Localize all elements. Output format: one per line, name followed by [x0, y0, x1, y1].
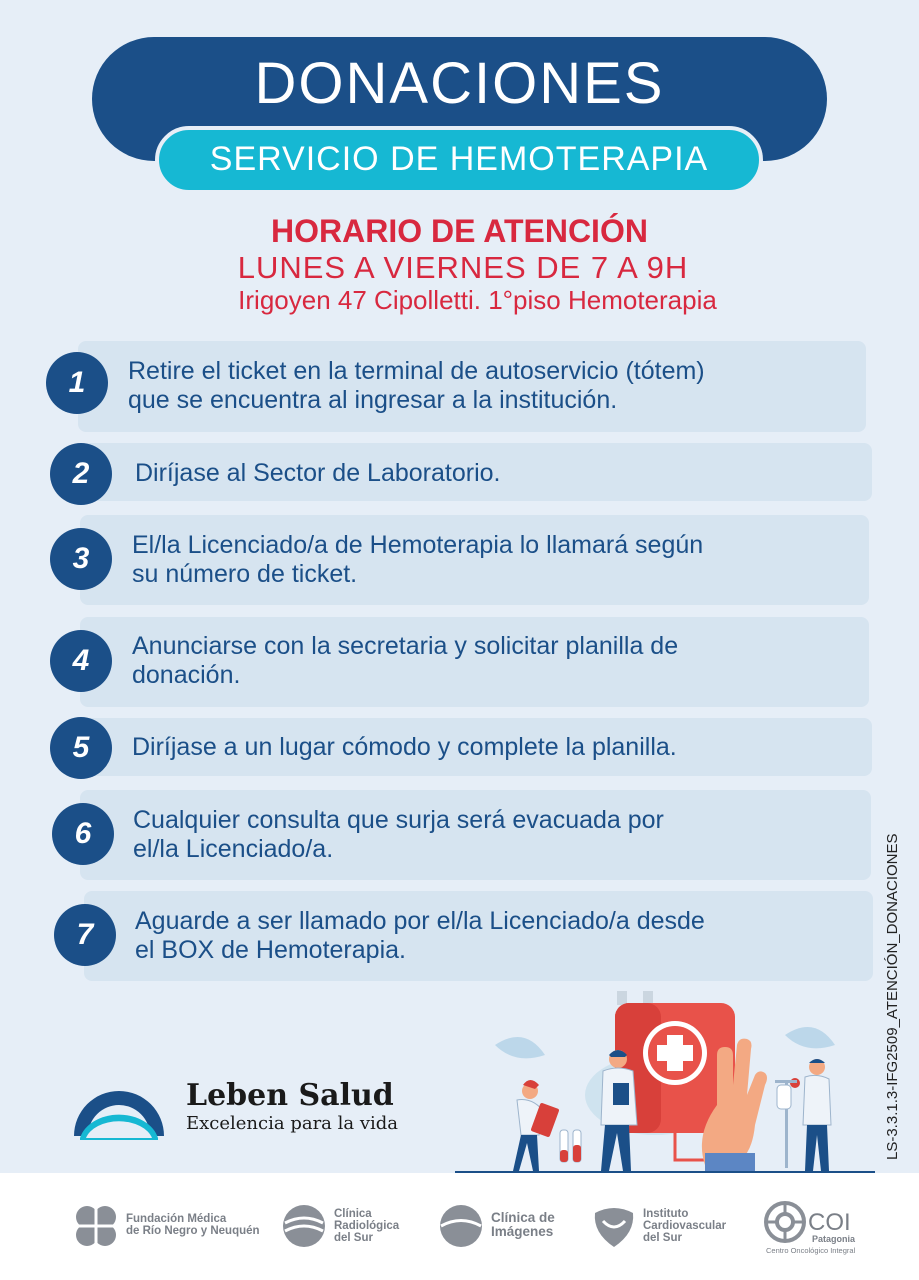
partner-name: Clínica Radiológica del Sur	[334, 1208, 400, 1244]
step-text: Diríjase al Sector de Laboratorio.	[135, 459, 501, 487]
step-number-badge: 2	[50, 443, 112, 505]
step-text: Anunciarse con la secretaria y solicitar planilla de donación.	[132, 632, 679, 689]
schedule-days: LUNES A VIERNES DE 7 A 9H	[237, 250, 689, 285]
cardiovascular-logo-icon	[591, 1203, 637, 1249]
fundacion-logo-icon	[73, 1203, 119, 1249]
page-subtitle: SERVICIO DE HEMOTERAPIA	[209, 140, 709, 178]
step-text: Diríjase a un lugar cómodo y complete la planilla.	[132, 733, 677, 761]
step-text: Cualquier consulta que surja será evacuada por el/la Licenciado/a.	[133, 806, 664, 863]
step-number-badge: 4	[50, 630, 112, 692]
partner-name: COI	[808, 1209, 851, 1236]
step-number-badge: 3	[50, 528, 112, 590]
step-number-badge: 1	[46, 352, 108, 414]
partner-name: Clínica de Imágenes	[491, 1210, 555, 1239]
partner-subname: Patagonia	[812, 1234, 856, 1244]
step-number-badge: 7	[54, 904, 116, 966]
brand-name: Leben Salud	[186, 1078, 394, 1113]
imagenes-logo-icon	[438, 1203, 484, 1249]
coi-logo-icon	[764, 1201, 806, 1243]
schedule-address: Irigoyen 47 Cipolletti. 1°piso Hemoterapia	[238, 285, 717, 315]
blood-donation-illustration	[455, 985, 875, 1175]
step-number-badge: 5	[50, 717, 112, 779]
step-text: El/la Licenciado/a de Hemoterapia lo llamará según su número de ticket.	[132, 531, 704, 588]
radiologica-logo-icon	[281, 1203, 327, 1249]
partner-name: Instituto Cardiovascular del Sur	[643, 1208, 727, 1244]
partner-name: Fundación Médica de Río Negro y Neuquén	[126, 1213, 260, 1237]
page-title: DONACIONES	[254, 51, 665, 116]
step-text: Retire el ticket en la terminal de autoservicio (tótem) que se encuentra al ingresar a la institución.	[128, 357, 705, 414]
brand-tagline: Excelencia para la vida	[186, 1113, 399, 1134]
document-code: LS-3.3.1.3-IFG2509_ATENCIÓN_DONACIONES	[884, 833, 901, 1160]
step-text: Aguarde a ser llamado por el/la Licenciado/a desde el BOX de Hemoterapia.	[135, 907, 705, 964]
leben-salud-logo-icon	[72, 1072, 166, 1140]
partner-caption: Centro Oncológico Integral	[766, 1246, 856, 1255]
step-number-badge: 6	[52, 803, 114, 865]
schedule-title: HORARIO DE ATENCIÓN	[271, 213, 648, 249]
